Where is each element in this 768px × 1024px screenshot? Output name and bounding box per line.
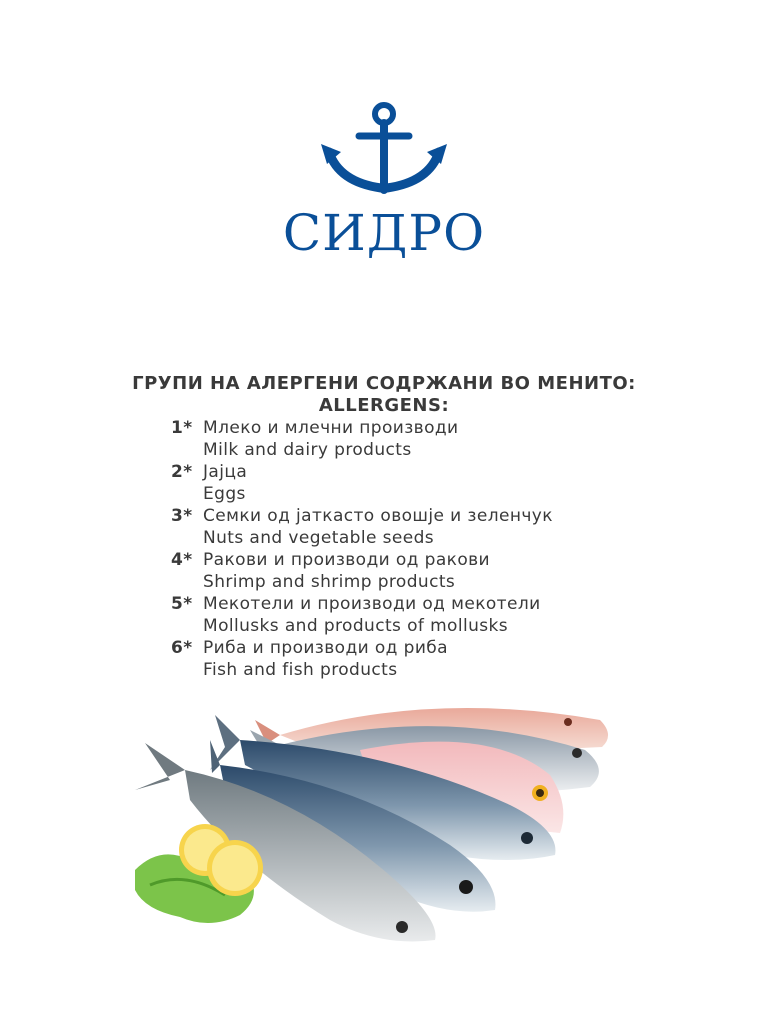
allergen-section [0, 373, 768, 681]
allergen-list [0, 417, 768, 681]
allergen-label-mk: Риба и производи од риба [203, 638, 448, 658]
brand-wordmark: СИДРО [282, 204, 486, 262]
allergen-item-4 [0, 549, 768, 593]
allergen-number: 6* [171, 638, 193, 658]
allergen-item-5 [0, 593, 768, 637]
allergen-number: 1* [171, 418, 193, 438]
allergen-heading-mk: ГРУПИ НА АЛЕРГЕНИ СОДРЖАНИ ВО МЕНИТО: [132, 373, 636, 394]
allergen-label-en: Milk and dairy products [203, 440, 412, 460]
allergen-label-mk: Јајца [203, 462, 248, 482]
allergen-item-2 [0, 461, 768, 505]
allergen-label-mk: Ракови и производи од ракови [203, 550, 490, 570]
allergen-label-en: Nuts and vegetable seeds [203, 528, 435, 548]
allergen-number: 5* [171, 594, 193, 614]
allergen-label-en: Shrimp and shrimp products [203, 572, 456, 592]
allergen-heading-en: ALLERGENS: [318, 395, 450, 416]
fish-photo [130, 695, 630, 955]
allergen-item-6 [0, 637, 768, 681]
allergen-label-en: Fish and fish products [203, 660, 398, 680]
lemon-slice [207, 840, 263, 896]
allergen-label-en: Mollusks and products of mollusks [203, 616, 509, 636]
allergen-label-mk: Млеко и млечни производи [203, 418, 459, 438]
allergen-number: 2* [171, 462, 193, 482]
anchor-icon [319, 100, 449, 195]
allergen-label-mk: Мекотели и производи од мекотели [203, 594, 541, 614]
allergen-number: 4* [171, 550, 193, 570]
allergen-item-1 [0, 417, 768, 461]
allergen-number: 3* [171, 506, 193, 526]
brand-logo [0, 100, 768, 261]
allergen-label-en: Eggs [203, 484, 246, 504]
allergen-label-mk: Семки од јаткасто овошје и зеленчук [203, 506, 553, 526]
allergen-item-3 [0, 505, 768, 549]
